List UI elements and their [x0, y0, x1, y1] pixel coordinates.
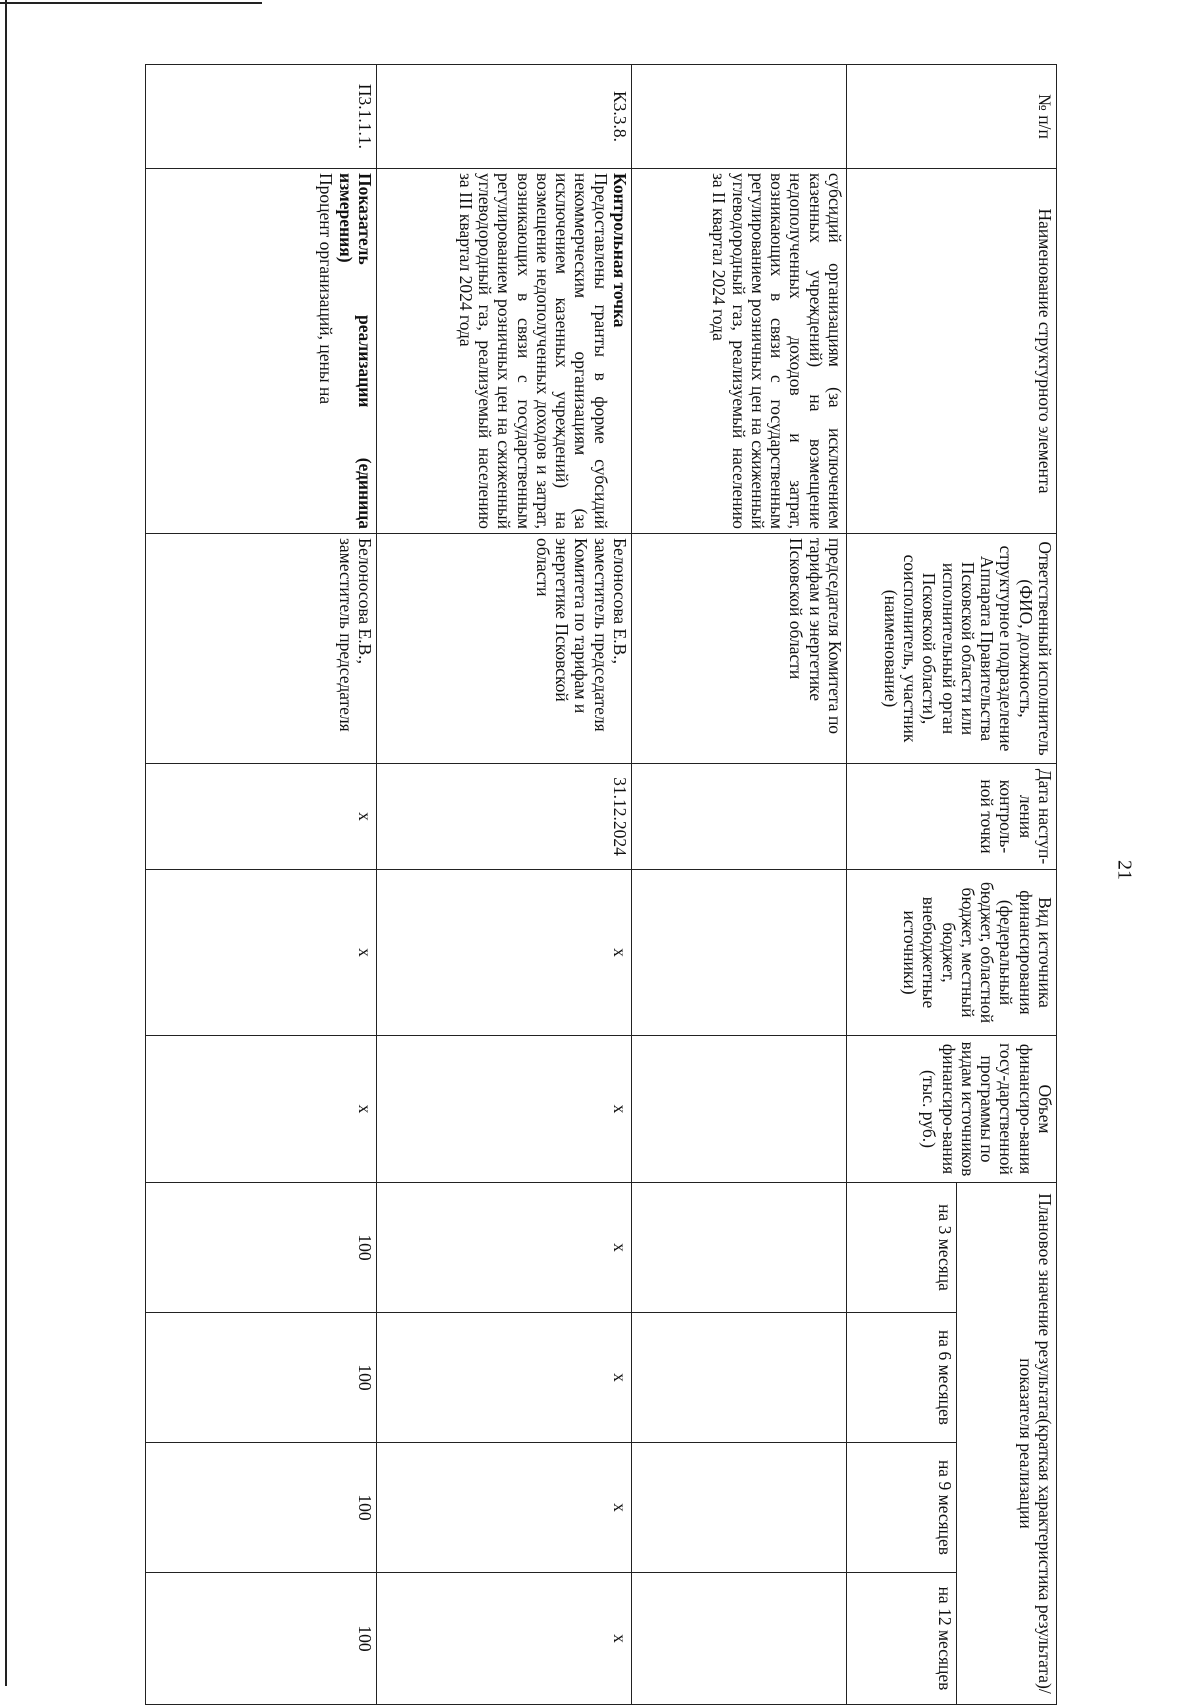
row3-responsible: Белоносова Е.В., заместитель председателя	[146, 534, 377, 764]
row1-m6	[632, 1313, 847, 1443]
header-m3: на 3 месяца	[847, 1183, 957, 1313]
row1-date	[632, 764, 847, 870]
header-plan-group: Плановое значение результата(краткая характеристика результата)/показателя реализации	[957, 1183, 1057, 1705]
row2-name-text: Предоставлены гранты в форме субсидий некоммерческим организациям (за исключением казенных учреждений) на возмещение недополученных доходов и затрат, возникающих в связи с государственным регулированием розничных цен на сжиженный углеводородный газ, реализуемый населению за III квартал 2024 года	[456, 173, 611, 529]
row3-m6: 100	[146, 1313, 377, 1443]
table-row	[632, 65, 847, 1705]
row1-fin-volume	[632, 1036, 847, 1183]
row3-name-title: Показатель реализации (единица измерения)	[335, 173, 375, 529]
header-m6: на 6 месяцев	[847, 1313, 957, 1443]
row1-num	[632, 65, 847, 169]
header-responsible: Ответственный исполнитель (ФИО, должность, структурное подразделение Аппарата Правительства Псковской области или исполнительный орган Псковской области), соисполнитель, участник (наименование)	[847, 534, 1057, 764]
plan-table	[145, 64, 1057, 1705]
row3-m3: 100	[146, 1183, 377, 1313]
header-m12: на 12 месяцев	[847, 1573, 957, 1705]
row2-m12: x	[377, 1573, 632, 1705]
row1-m12	[632, 1573, 847, 1705]
header-date: Дата наступ-ления контроль-ной точки	[847, 764, 1057, 870]
header-name: Наименование структурного элемента	[847, 169, 1057, 534]
page-number: 21	[1113, 860, 1136, 880]
header-row-1	[957, 65, 1057, 1705]
row2-date: 31.12.2024	[377, 764, 632, 870]
row2-num: К3.3.8.	[377, 65, 632, 169]
rotated-page-content	[145, 64, 1057, 1704]
row2-fin-type: x	[377, 870, 632, 1036]
row1-m3	[632, 1183, 847, 1313]
row2-m3: x	[377, 1183, 632, 1313]
header-fin-type: Вид источника финансирования (федеральный бюджет, областной бюджет, местный бюджет, внебюджетные источники)	[847, 870, 1057, 1036]
row2-m9: x	[377, 1443, 632, 1573]
row1-m9	[632, 1443, 847, 1573]
row3-fin-volume: x	[146, 1036, 377, 1183]
row3-name-cell	[146, 169, 377, 534]
row1-fin-type	[632, 870, 847, 1036]
row1-responsible: председателя Комитета по тарифам и энергетике Псковской области	[632, 534, 847, 764]
header-fin-volume: Объем финансиро-вания госу-дарственной программы по видам источников финансиро-вания (тыс. руб.)	[847, 1036, 1057, 1183]
header-m9: на 9 месяцев	[847, 1443, 957, 1573]
row3-fin-type: x	[146, 870, 377, 1036]
row2-name-title: Контрольная точка	[610, 173, 630, 328]
row1-name: субсидий организациям (за исключением казенных учреждений) на возмещение недополученных доходов и затрат, возникающих в связи с государственным регулированием розничных цен на сжиженный углеводородный газ, реализуемый населению за II квартал 2024 года	[632, 169, 847, 534]
table-row	[146, 65, 377, 1705]
row3-m12: 100	[146, 1573, 377, 1705]
plan-table-wrapper	[145, 64, 1057, 1704]
row3-date: x	[146, 764, 377, 870]
row3-num: П3.1.1.1.	[146, 65, 377, 169]
row2-m6: x	[377, 1313, 632, 1443]
row2-name-cell	[377, 169, 632, 534]
row3-m9: 100	[146, 1443, 377, 1573]
row3-name-text: Процент организаций, цены на	[316, 173, 337, 405]
row2-fin-volume: x	[377, 1036, 632, 1183]
row2-responsible: Белоносова Е.В., заместитель председателя Комитета по тарифам и энергетике Псковской области	[377, 534, 632, 764]
table-row	[377, 65, 632, 1705]
header-num: № п/п	[847, 65, 1057, 169]
